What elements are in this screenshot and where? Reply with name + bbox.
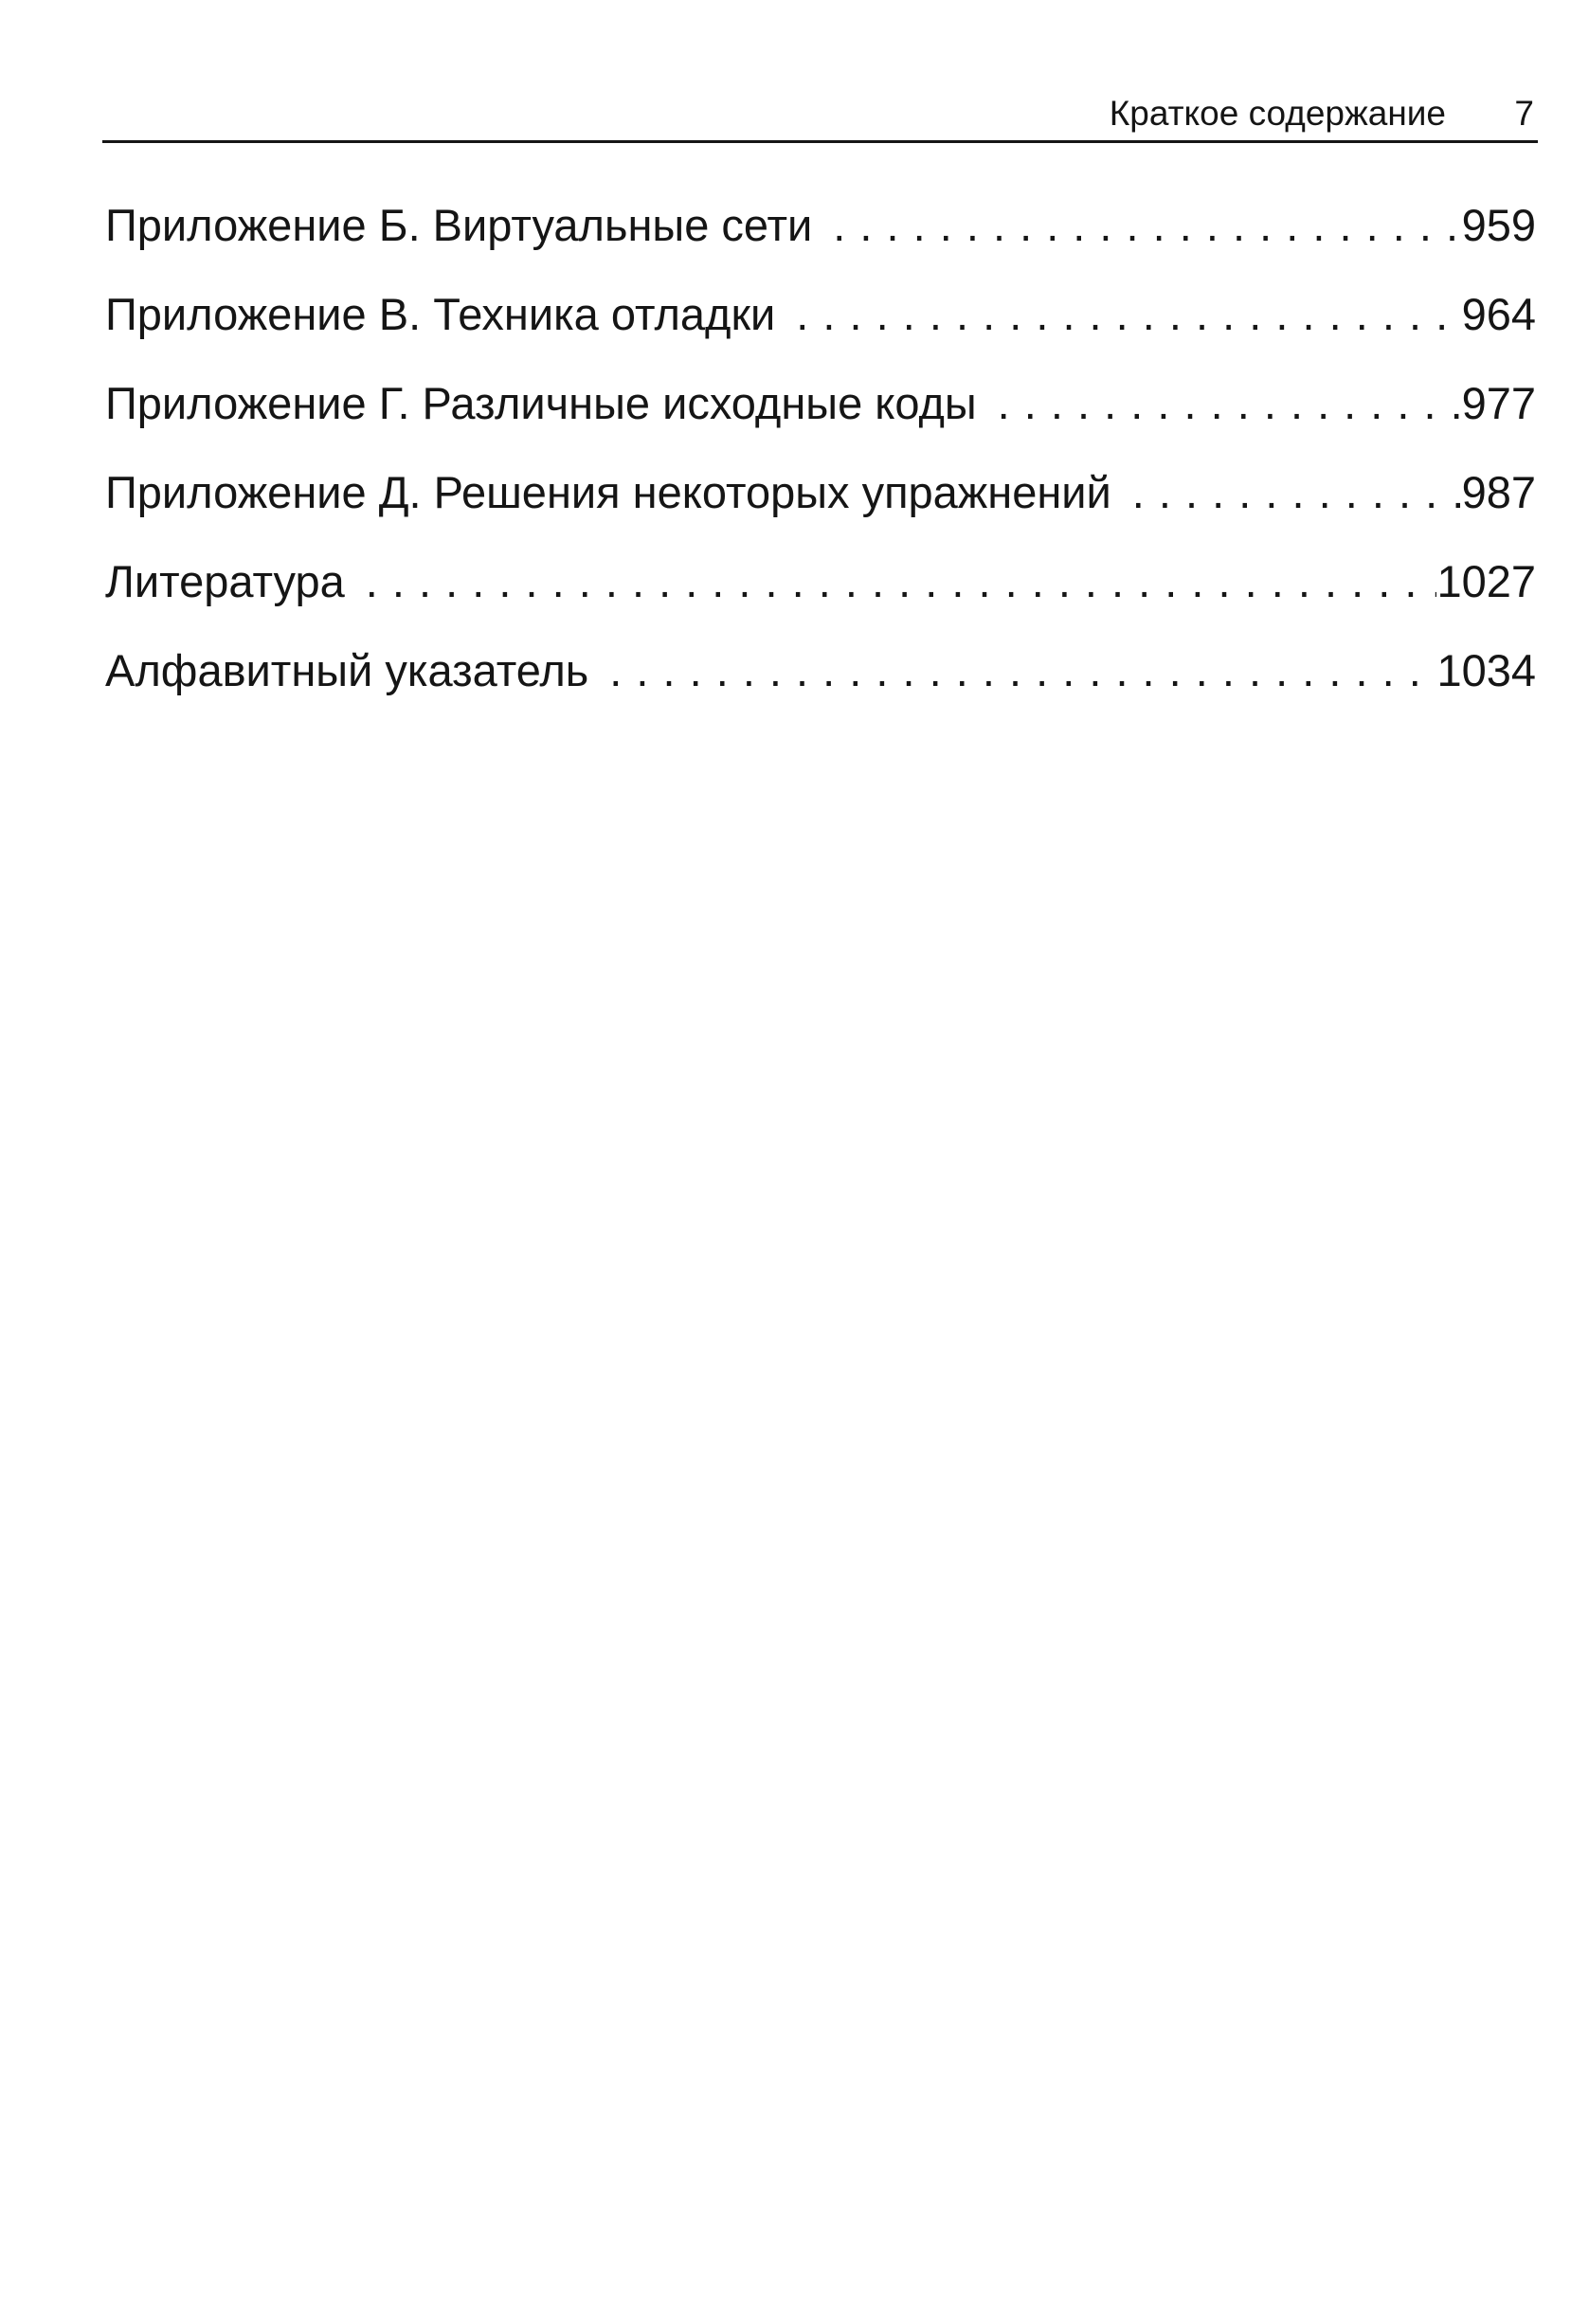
toc-entry-title: Литература xyxy=(105,556,345,606)
toc-entry-page: 964 xyxy=(1461,289,1536,339)
dot-leader xyxy=(833,194,1461,257)
toc-entry-page: 959 xyxy=(1461,200,1536,250)
toc-entry-title: Приложение Г. Различные исходные коды xyxy=(105,378,977,428)
toc-entry-page: 977 xyxy=(1461,378,1536,428)
toc-entry-page: 1027 xyxy=(1436,556,1536,606)
dot-leader xyxy=(366,550,1437,613)
toc-entry-page: 987 xyxy=(1461,467,1536,517)
toc-entry-title: Приложение Б. Виртуальные сети xyxy=(105,200,813,250)
dot-leader xyxy=(796,283,1461,346)
toc-entry-title: Приложение Д. Решения некоторых упражнений xyxy=(105,467,1111,517)
toc-entry[interactable] xyxy=(105,461,1536,550)
running-title: Краткое содержание xyxy=(1109,94,1446,133)
running-header xyxy=(102,91,1538,143)
toc-entry[interactable] xyxy=(105,372,1536,461)
dot-leader xyxy=(609,640,1436,702)
dot-leader xyxy=(1132,461,1462,524)
dot-leader xyxy=(998,372,1462,435)
page-number: 7 xyxy=(1514,94,1534,133)
toc-entry-title: Приложение В. Техника отладки xyxy=(105,289,776,339)
toc-entry[interactable] xyxy=(105,283,1536,372)
toc-entry[interactable] xyxy=(105,640,1536,729)
toc-entry[interactable] xyxy=(105,550,1536,640)
toc-entry-page: 1034 xyxy=(1436,645,1536,695)
toc-entry[interactable] xyxy=(105,194,1536,283)
table-of-contents xyxy=(105,194,1536,729)
toc-entry-title: Алфавитный указатель xyxy=(105,645,589,695)
